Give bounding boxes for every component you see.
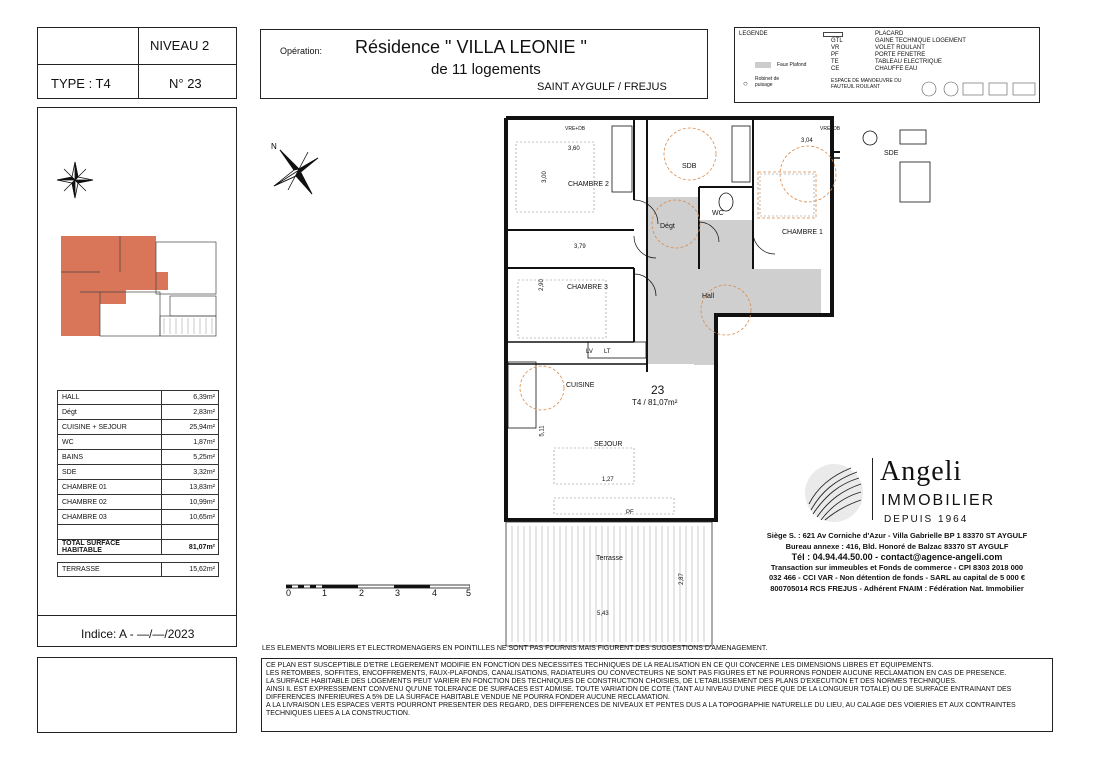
table-row	[57, 435, 219, 450]
area-label: HALL	[58, 391, 162, 404]
area-value: 10,99m²	[189, 498, 215, 506]
angeli-logo-icon	[803, 462, 865, 524]
room-chambre1-label: CHAMBRE 1	[782, 229, 823, 236]
area-value: 13,83m²	[189, 483, 215, 491]
niveau-label: NIVEAU 2	[150, 38, 210, 53]
company-name: Angeli	[880, 456, 963, 487]
table-row	[57, 465, 219, 480]
area-label: CHAMBRE 02	[58, 495, 162, 509]
area-value: 3,32m²	[193, 468, 215, 476]
table-row	[57, 480, 219, 495]
area-value: 5,25m²	[193, 453, 215, 461]
room-hall-label: Hall	[702, 293, 715, 300]
area-label: CHAMBRE 01	[58, 480, 162, 494]
table-row	[57, 405, 219, 420]
terrasse-row: TERRASSE 15,62m²	[57, 562, 219, 577]
room-cuisine-label: CUISINE	[566, 382, 595, 389]
room-degt-label: Dégt	[660, 223, 675, 230]
table-row	[57, 495, 219, 510]
operation-box	[260, 29, 708, 99]
north-arrow-small-icon	[55, 160, 95, 200]
table-row	[57, 450, 219, 465]
table-row	[57, 525, 219, 540]
room-sdb-label: SDB	[682, 163, 697, 170]
area-value: 2,83m²	[193, 408, 215, 416]
company-since: DEPUIS 1964	[884, 514, 969, 525]
area-label: CHAMBRE 03	[58, 510, 162, 524]
sde-plan	[838, 118, 938, 208]
header-type-box	[37, 27, 237, 99]
mobilier-note: LES ELEMENTS MOBILIERS ET ELECTROMENAGERS EN POINTILLES NE SONT PAS FOURNIS MAIS FIGURENT DES SUGGESTIONS D'AMENAGEMENT.	[262, 645, 768, 652]
type-label: TYPE : T4	[51, 76, 111, 91]
area-label: WC	[58, 435, 162, 449]
room-chambre2-label: CHAMBRE 2	[568, 181, 609, 188]
area-value: 25,94m²	[189, 423, 215, 431]
faux-plafond-swatch	[755, 62, 771, 68]
legend-title: LEGENDE	[739, 31, 768, 37]
disclaimer-box: CE PLAN EST SUSCEPTIBLE D'ETRE LEGEREMENT MODIFIE EN FONCTION DES NECESSITES TECHNIQUES DE LA REALISATION EN CE QUI CONCERNE LES DIMENSIONS LIBRES ET EQUIPEMENTS. LES RETOMBES, SOFFITES, ENCOFFREMENTS, FAUX-PLAFONDS, CANALISATIONS, RADIATEURS OU CONVECTEURS NE SONT PAS FIGURES ET NE POURRONS FONDER AUCUNE RECLAMATION EN CAS DE PRESENCE. LA SURFACE HABITABLE DES LOGEMENTS PEUT VARIER EN FONCTION DES TECHNIQUES DE CONSTRUCTION CHOISIES, DE L'ETABLISSEMENT DES PLANS D'EXECUTION ET DES NORMES TECHNIQUES. AINSI IL EST EXPRESSEMENT CONVENU QU'UNE TOLERANCE DE SURFACES EST ADMISE. TOUTE VARIATION DE COTE (TANT AU NIVEAU D'UNE PIECE QUE DE LA LONGUEUR TOTALE) OU DE SURFACE ENTRAINANT DES DIFFERENCES INFERIEURES A 5% DE LA SURFACE HABITABLE VENDUE NE POURRA FONDER AUCUNE RECLAMATION. A LA LIVRAISON LES ESPACES VERTS POURRONT PRESENTER DES REGARD, DES DIFFERENCES DE NIVEAUX ET PENTES DUS A LA TOPOGRAPHIE NATURELLE DU LIEU, AU CALAGE DES VOIERIES ET AUX CONTRAINTES TECHNIQUES LIEES A LA CONSTRUCTION.	[261, 658, 1053, 732]
manoeuvre-icons	[919, 80, 1037, 98]
room-chambre3-label: CHAMBRE 3	[567, 284, 608, 291]
indice-label: Indice: A - —/—/2023	[81, 627, 195, 641]
empty-box	[37, 657, 237, 733]
total-row: TOTAL SURFACE HABITABLE 81,07m²	[57, 540, 219, 555]
company-immo: IMMOBILIER	[881, 492, 996, 509]
residence-name: Résidence " VILLA LEONIE "	[355, 37, 587, 57]
area-label: CUISINE + SEJOUR	[58, 420, 162, 434]
operation-label: Opération:	[280, 46, 323, 56]
area-value: 10,65m²	[189, 513, 215, 521]
logements-count: de 11 logements	[431, 61, 541, 78]
area-value: 1,87m²	[193, 438, 215, 446]
room-terrasse-label: Terrasse	[596, 555, 623, 562]
svg-text:N: N	[271, 142, 277, 151]
area-table	[57, 390, 219, 577]
key-plan	[60, 232, 222, 340]
area-value: 6,39m²	[193, 394, 215, 401]
location: SAINT AYGULF / FREJUS	[537, 81, 667, 93]
table-row	[57, 510, 219, 525]
room-wc-label: WC	[712, 210, 724, 217]
placard-icon	[823, 32, 843, 37]
table-row	[57, 390, 219, 405]
room-sde-label: SDE	[884, 150, 899, 157]
scale-bar: 0 1 2 3 4 5	[286, 578, 470, 598]
robinet-icon: ○	[743, 79, 748, 88]
area-label: SDE	[58, 465, 162, 479]
company-info: Siège S. : 621 Av Corniche d'Azur - Villa Gabrielle BP 1 83370 ST AYGULF Bureau annexe : 416, Bld. Honoré de Balzac 83370 ST AYGULF Tél : 04.94.44.50.00 - contact@agence-angeli.com Transaction sur immeubles et Fonds de commerce - CPI 8303 2018 000 032 466 - CCI VAR - Non détention de fonds - SARL au capital de 5 000 € 800705014 RCS FREJUS - Adhérent FNAIM : Fédération Nat. Immobilier	[766, 531, 1028, 593]
lot-type: T4 / 81,07m²	[632, 398, 678, 407]
area-label: Dégt	[58, 405, 162, 419]
legend-box: LEGENDE GTL VR PF TE CE PLACARD GAINE TECHNIQUE LOGEMENT VOLET ROULANT PORTE FENETRE TABLEAU ELECTRIQUE CHAUFFE EAU Faux Plafond ○ Robinet de puisage ESPACE DE MANOEUVRE DU FAUTEUIL ROULANT	[734, 27, 1040, 103]
lot-number: 23	[651, 383, 665, 397]
area-label: BAINS	[58, 450, 162, 464]
lot-number-label: N° 23	[169, 76, 202, 91]
north-arrow-icon	[268, 140, 324, 200]
table-row	[57, 420, 219, 435]
room-sejour-label: SEJOUR	[594, 441, 623, 448]
